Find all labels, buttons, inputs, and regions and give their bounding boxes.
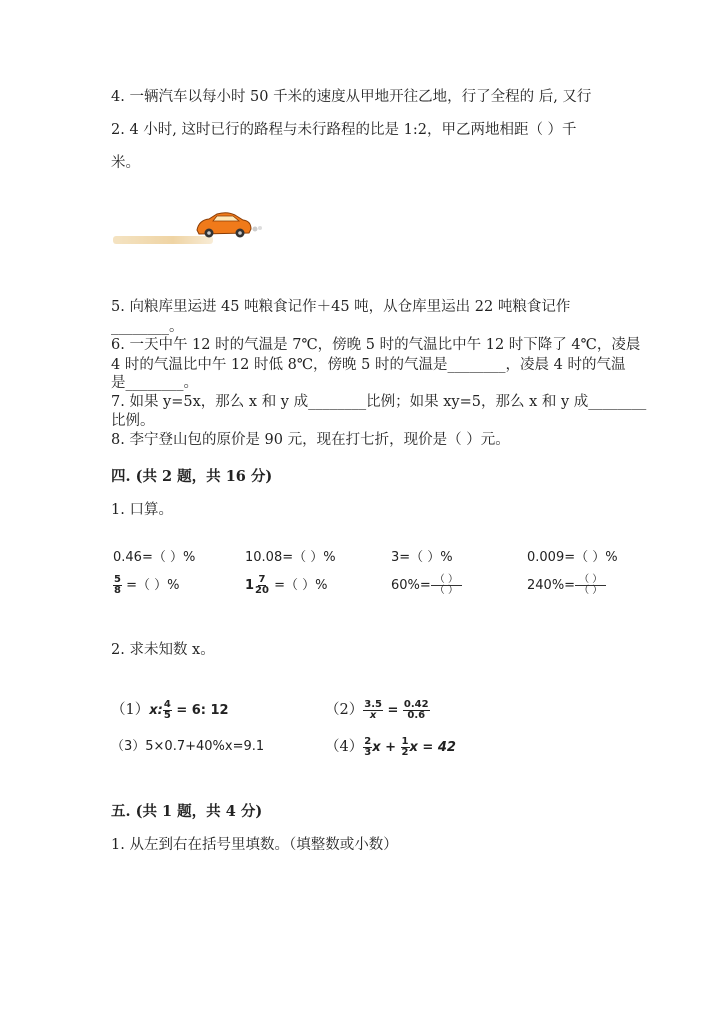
calc-1-7-20: 1 $\frac{7}{20}$ =（ ）% — [245, 574, 328, 596]
calc-240pct: 240%= （ ） （ ） — [527, 575, 606, 596]
q7-line1: 7. 如果 y=5x，那么 x 和 y 成________比例；如果 xy=5，那么 x 和 y 成________ — [111, 394, 647, 410]
calc-5-8: $\frac{5}{8}$ =（ ）% — [114, 574, 180, 596]
q8: 8. 李宁登山包的原价是 90 元，现在打七折，现价是（ ）元。 — [111, 432, 510, 448]
q5-line1: 5. 向粮库里运进 45 吨粮食记作＋45 吨，从仓库里运出 22 吨粮食记作 — [111, 299, 571, 315]
calc-60pct: 60%= （ ） （ ） — [391, 575, 462, 596]
q6-line1: 6. 一天中午 12 时的气温是 7℃，傍晚 5 时的气温比中午 12 时下降了 4℃，凌晨 — [111, 337, 641, 353]
equation-1: （1）x: $\frac{4}{5}$ = 6: 12 — [111, 699, 229, 721]
calc-3: 3=（ ）% — [391, 550, 453, 565]
q5-line2: ________。 — [111, 319, 184, 335]
car-icon — [193, 210, 263, 240]
q4-line3: 米。 — [111, 155, 140, 171]
q6-line2: 4 时的气温比中午 12 时低 8℃，傍晚 5 时的气温是________，凌晨 4 时的气温 — [111, 357, 626, 373]
section4-p1-title: 1. 口算。 — [111, 502, 173, 518]
section4-title: 四. (共 2 题，共 16 分) — [111, 468, 273, 485]
section5-p1: 1. 从左到右在括号里填数。（填整数或小数） — [111, 837, 398, 853]
q4-line2: 2. 4 小时, 这时已行的路程与未行路程的比是 1:2，甲乙两地相距（ ）千 — [111, 122, 577, 138]
q4-line1: 4. 一辆汽车以每小时 50 千米的速度从甲地开往乙地，行了全程的 后, 又行 — [111, 89, 592, 105]
section4-p2-title: 2. 求未知数 x。 — [111, 642, 215, 658]
equation-4: （4） $\frac{2}{3}$ x + $\frac{1}{2}$ x = 42 — [325, 736, 456, 758]
q6-line3: 是________。 — [111, 375, 198, 391]
section5-title: 五. (共 1 题，共 4 分) — [111, 803, 263, 820]
calc-0.009: 0.009=（ ）% — [527, 550, 618, 565]
calc-10.08: 10.08=（ ）% — [245, 550, 336, 565]
q7-line2: 比例。 — [111, 413, 155, 429]
equation-2: （2） $\frac{3.5}{x}$ = $\frac{0.42}{0.6}$ — [325, 699, 429, 721]
equation-3: （3）5×0.7+40%x=9.1 — [111, 739, 265, 754]
calc-0.46: 0.46=（ ）% — [113, 550, 196, 565]
